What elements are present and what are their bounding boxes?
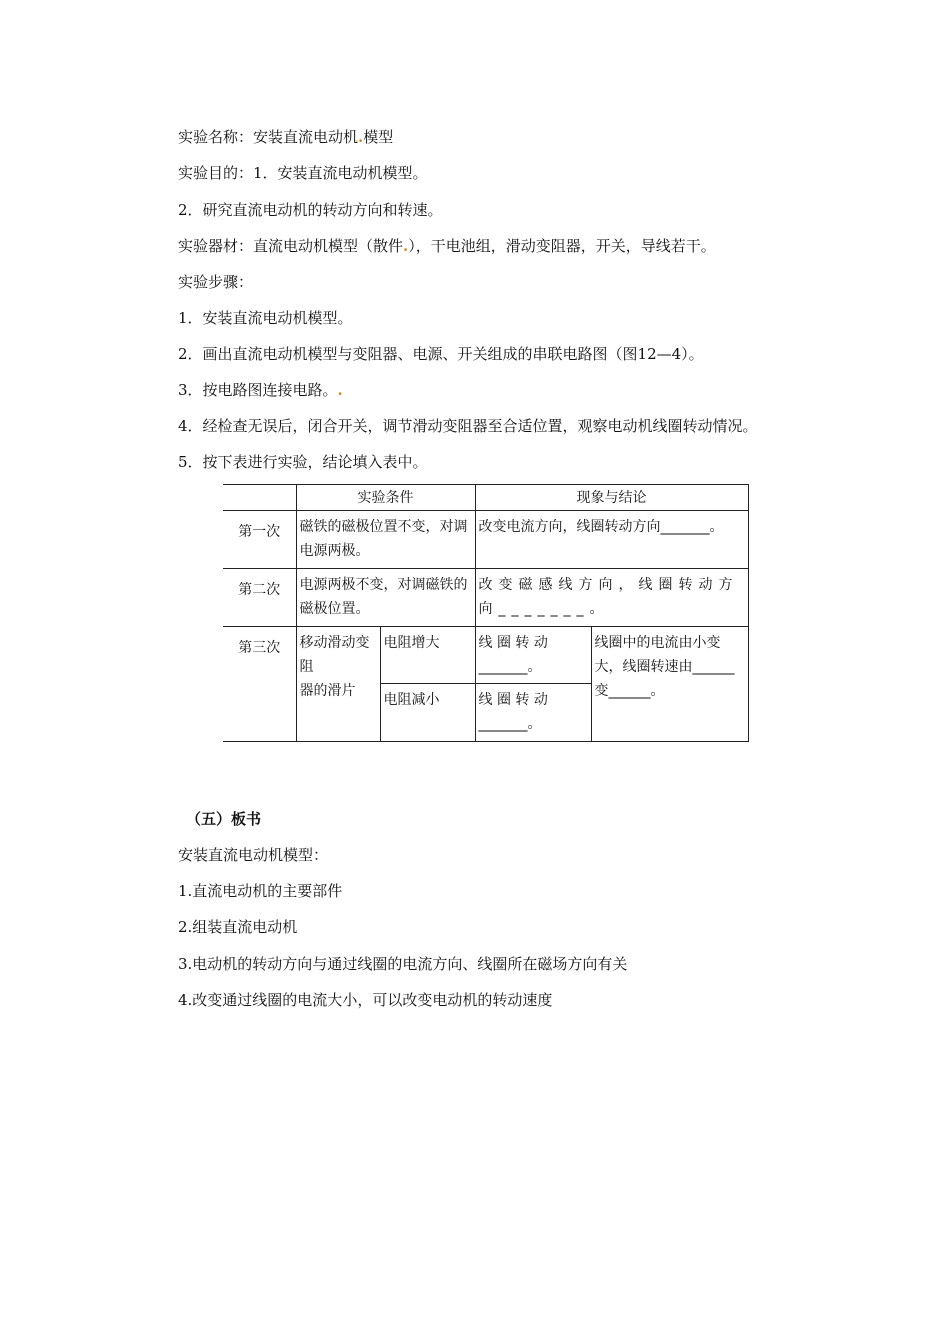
header-condition: 实验条件	[296, 485, 475, 511]
row3-condition-line3: 器的滑片	[299, 683, 356, 699]
row3-sub1-result: 线 圈 转 动_______。	[475, 627, 591, 684]
step-1: 1．安装直流电动机模型。	[178, 309, 353, 327]
experiment-purpose-2: 2．研究直流电动机的转动方向和转速。	[178, 201, 443, 219]
step-2: 2．画出直流电动机模型与变阻器、电源、开关组成的串联电路图（图12—4）。	[178, 345, 704, 363]
highlight-dot: .	[358, 128, 364, 146]
steps-title: 实验步骤：	[178, 273, 254, 291]
header-empty-cell	[223, 485, 296, 511]
highlight-dot: .	[337, 381, 343, 399]
header-result: 现象与结论	[475, 485, 748, 511]
table-row	[223, 627, 748, 684]
experiment-materials	[178, 236, 716, 256]
row3-condition	[296, 627, 380, 742]
row1-result: 改变电流方向，线圈转动方向_______。	[475, 511, 748, 569]
experiment-name-text-end: 模型	[363, 128, 394, 146]
board-title: （五）板书	[186, 810, 262, 828]
row3-sub1-condition: 电阻增大	[380, 627, 475, 684]
row2-condition: 电源两极不变，对调磁铁的磁极位置。	[296, 569, 475, 627]
row2-result: 改变磁感线方向，线圈转动方向_______。	[475, 569, 748, 627]
board-subtitle: 安装直流电动机模型：	[178, 846, 329, 864]
row-label-3: 第三次	[223, 627, 296, 742]
step-4: 4．经检查无误后，闭合开关，调节滑动变阻器至合适位置，观察电动机线圈转动情况。	[178, 417, 758, 435]
step-3	[178, 380, 343, 400]
row3-sub2-condition: 电阻减小	[380, 684, 475, 742]
board-item-2: 2.组装直流电动机	[178, 918, 298, 936]
row3-conclusion: 线圈中的电流由小变大，线圈转速由______变______。	[591, 627, 748, 742]
materials-text: 实验器材：直流电动机模型（散件	[178, 237, 404, 255]
highlight-dot: .	[403, 237, 409, 255]
row-label-2: 第二次	[223, 569, 296, 627]
board-item-1: 1.直流电动机的主要部件	[178, 882, 343, 900]
experiment-name-text: 实验名称：安装直流电动机	[178, 128, 359, 146]
table-row	[223, 569, 748, 627]
board-item-3: 3.电动机的转动方向与通过线圈的电流方向、线圈所在磁场方向有关	[178, 955, 628, 973]
table-header-row	[223, 485, 748, 511]
row3-sub2-result: 线 圈 转 动_______。	[475, 684, 591, 742]
row3-condition-line2: 阻	[299, 659, 314, 675]
board-item-4: 4.改变通过线圈的电流大小，可以改变电动机的转动速度	[178, 991, 553, 1009]
table-row	[223, 511, 748, 569]
experiment-table	[223, 484, 749, 742]
step-3-text: 3．按电路图连接电路。	[178, 381, 338, 399]
materials-text-end: ），干电池组，滑动变阻器，开关，导线若干。	[408, 237, 716, 255]
row-label-1: 第一次	[223, 511, 296, 569]
row1-condition: 磁铁的磁极位置不变，对调电源两极。	[296, 511, 475, 569]
experiment-purpose-1: 实验目的：1．安装直流电动机模型。	[178, 164, 428, 182]
step-5: 5．按下表进行实验，结论填入表中。	[178, 453, 428, 471]
experiment-name	[178, 127, 393, 147]
row3-condition-line1: 移动滑动变	[299, 635, 370, 651]
